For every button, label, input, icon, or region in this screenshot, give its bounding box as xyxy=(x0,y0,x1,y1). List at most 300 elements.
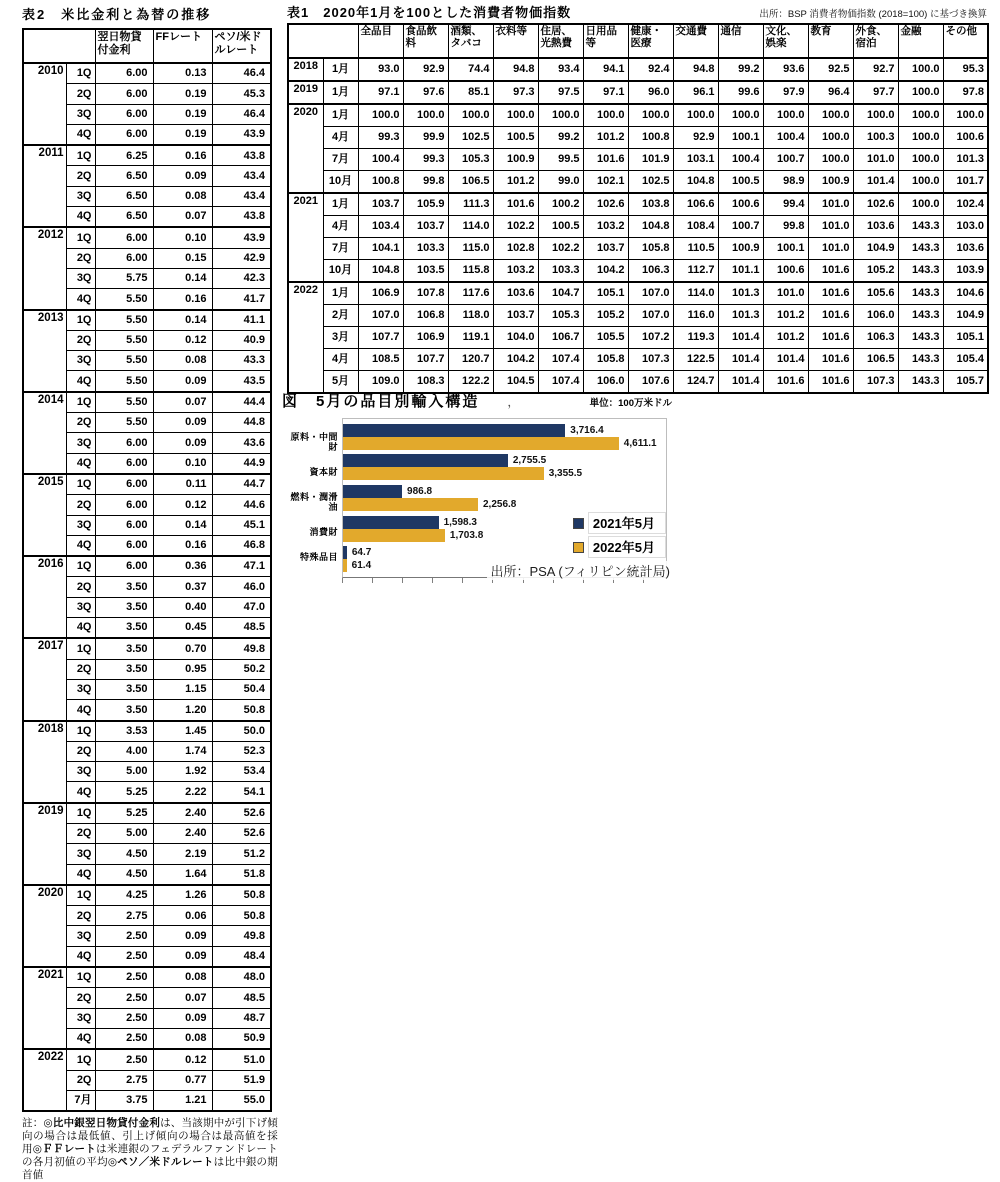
value-cell: 100.0 xyxy=(898,81,943,104)
note-segment: ペソ／米ドルレート xyxy=(117,1156,214,1169)
bar-2021 xyxy=(343,454,508,467)
period-cell: 1Q xyxy=(66,63,95,84)
note-segment: ＦＦレート xyxy=(42,1143,97,1156)
value-cell: 101.3 xyxy=(943,149,988,171)
bar-2021 xyxy=(343,546,347,559)
month-cell: 10月 xyxy=(323,171,358,194)
value-cell: 99.0 xyxy=(538,171,583,194)
value-cell: 6.00 xyxy=(95,433,153,453)
bar-2021 xyxy=(343,516,439,529)
table-row xyxy=(288,327,988,349)
period-cell: 2Q xyxy=(66,741,95,761)
value-label: 3,716.4 xyxy=(570,424,604,436)
month-cell: 7月 xyxy=(323,238,358,260)
value-cell: 101.0 xyxy=(808,216,853,238)
value-cell: 5.50 xyxy=(95,413,153,433)
value-cell: 100.0 xyxy=(898,171,943,194)
value-cell: 101.6 xyxy=(763,371,808,394)
value-cell: 0.19 xyxy=(153,84,212,104)
value-cell: 103.8 xyxy=(628,193,673,216)
value-cell: 42.9 xyxy=(212,248,271,268)
value-cell: 93.0 xyxy=(358,58,403,81)
value-cell: 40.9 xyxy=(212,330,271,350)
value-cell: 52.3 xyxy=(212,741,271,761)
period-cell: 1Q xyxy=(66,638,95,659)
value-cell: 101.3 xyxy=(718,282,763,305)
table2-corner-cell xyxy=(23,29,95,63)
value-cell: 103.7 xyxy=(358,193,403,216)
value-cell: 100.0 xyxy=(763,104,808,127)
value-cell: 0.16 xyxy=(153,145,212,166)
value-cell: 110.5 xyxy=(673,238,718,260)
table-row xyxy=(23,967,271,988)
value-cell: 50.8 xyxy=(212,885,271,906)
value-cell: 2.50 xyxy=(95,926,153,946)
value-cell: 99.2 xyxy=(538,127,583,149)
value-cell: 101.0 xyxy=(808,238,853,260)
period-cell: 4Q xyxy=(66,207,95,228)
value-cell: 46.4 xyxy=(212,63,271,84)
column-header: 通信 xyxy=(718,24,763,58)
value-cell: 97.3 xyxy=(493,81,538,104)
table-row xyxy=(23,885,271,906)
value-cell: 106.0 xyxy=(853,305,898,327)
period-cell: 4Q xyxy=(66,946,95,967)
value-cell: 101.4 xyxy=(853,171,898,194)
period-cell: 4Q xyxy=(66,618,95,639)
value-cell: 0.08 xyxy=(153,967,212,988)
period-cell: 1Q xyxy=(66,803,95,824)
month-cell: 1月 xyxy=(323,193,358,216)
value-cell: 101.4 xyxy=(718,349,763,371)
table1-corner-cell xyxy=(288,24,358,58)
value-cell: 100.0 xyxy=(448,104,493,127)
chart-legend xyxy=(573,512,666,558)
value-cell: 103.4 xyxy=(358,216,403,238)
value-cell: 103.2 xyxy=(583,216,628,238)
value-cell: 6.00 xyxy=(95,453,153,474)
month-cell: 5月 xyxy=(323,371,358,394)
table2-footnote xyxy=(22,1117,278,1182)
value-cell: 104.8 xyxy=(673,171,718,194)
value-label: 3,355.5 xyxy=(548,468,583,480)
value-cell: 102.4 xyxy=(943,193,988,216)
figure-title-row xyxy=(282,390,672,411)
period-cell: 3Q xyxy=(66,515,95,535)
value-cell: 44.6 xyxy=(212,495,271,515)
value-cell: 2.50 xyxy=(95,946,153,967)
value-cell: 100.4 xyxy=(358,149,403,171)
value-cell: 1.74 xyxy=(153,741,212,761)
value-cell: 0.09 xyxy=(153,946,212,967)
value-cell: 106.3 xyxy=(628,260,673,283)
period-cell: 2Q xyxy=(66,413,95,433)
value-cell: 102.1 xyxy=(583,171,628,194)
value-cell: 101.6 xyxy=(493,193,538,216)
table-row xyxy=(288,216,988,238)
value-cell: 0.12 xyxy=(153,1049,212,1070)
period-cell: 2Q xyxy=(66,823,95,843)
value-cell: 100.0 xyxy=(673,104,718,127)
value-cell: 107.0 xyxy=(358,305,403,327)
value-cell: 101.6 xyxy=(808,371,853,394)
value-cell: 101.4 xyxy=(718,371,763,394)
month-cell: 10月 xyxy=(323,260,358,283)
bar-2021 xyxy=(343,424,565,437)
period-cell: 4Q xyxy=(66,700,95,721)
period-cell: 3Q xyxy=(66,433,95,453)
value-cell: 6.50 xyxy=(95,166,153,186)
value-cell: 96.1 xyxy=(673,81,718,104)
value-cell: 2.22 xyxy=(153,782,212,803)
value-cell: 0.15 xyxy=(153,248,212,268)
period-cell: 3Q xyxy=(66,351,95,371)
value-cell: 100.4 xyxy=(718,149,763,171)
value-cell: 143.3 xyxy=(898,371,943,394)
value-cell: 108.4 xyxy=(673,216,718,238)
value-cell: 104.2 xyxy=(583,260,628,283)
table-row xyxy=(288,305,988,327)
value-cell: 98.9 xyxy=(763,171,808,194)
value-cell: 104.2 xyxy=(493,349,538,371)
value-cell: 101.9 xyxy=(628,149,673,171)
value-cell: 97.8 xyxy=(943,81,988,104)
value-cell: 0.09 xyxy=(153,1008,212,1028)
value-cell: 0.10 xyxy=(153,453,212,474)
period-cell: 3Q xyxy=(66,597,95,617)
value-cell: 45.1 xyxy=(212,515,271,535)
value-cell: 103.3 xyxy=(403,238,448,260)
value-cell: 115.0 xyxy=(448,238,493,260)
value-cell: 143.3 xyxy=(898,305,943,327)
value-cell: 97.1 xyxy=(358,81,403,104)
value-cell: 0.40 xyxy=(153,597,212,617)
column-header: その他 xyxy=(943,24,988,58)
value-cell: 3.50 xyxy=(95,618,153,639)
value-label: 61.4 xyxy=(351,560,372,572)
value-cell: 3.50 xyxy=(95,638,153,659)
table2-title: 表2 米比金利と為替の推移 xyxy=(22,7,212,22)
value-cell: 101.2 xyxy=(493,171,538,194)
value-cell: 0.08 xyxy=(153,351,212,371)
value-cell: 100.0 xyxy=(493,104,538,127)
period-cell: 2Q xyxy=(66,1070,95,1090)
table-row xyxy=(23,556,271,577)
value-cell: 99.8 xyxy=(403,171,448,194)
value-label: 2,256.8 xyxy=(482,498,517,510)
year-cell: 2022 xyxy=(288,282,323,393)
value-cell: 100.0 xyxy=(718,104,763,127)
value-cell: 92.5 xyxy=(808,58,853,81)
period-cell: 4Q xyxy=(66,453,95,474)
value-cell: 0.14 xyxy=(153,515,212,535)
value-cell: 0.09 xyxy=(153,413,212,433)
year-cell: 2013 xyxy=(23,310,66,392)
value-cell: 48.4 xyxy=(212,946,271,967)
period-cell: 4Q xyxy=(66,864,95,885)
value-cell: 4.50 xyxy=(95,864,153,885)
value-cell: 104.7 xyxy=(538,282,583,305)
value-cell: 6.00 xyxy=(95,535,153,556)
value-cell: 143.3 xyxy=(898,260,943,283)
value-cell: 120.7 xyxy=(448,349,493,371)
value-cell: 104.8 xyxy=(358,260,403,283)
value-cell: 99.3 xyxy=(403,149,448,171)
value-cell: 119.1 xyxy=(448,327,493,349)
value-label: 1,598.3 xyxy=(443,516,477,528)
value-cell: 0.09 xyxy=(153,926,212,946)
value-cell: 103.7 xyxy=(583,238,628,260)
column-header: 食品飲料 xyxy=(403,24,448,58)
value-cell: 5.50 xyxy=(95,392,153,413)
value-cell: 106.7 xyxy=(538,327,583,349)
bar-line xyxy=(343,454,666,467)
value-cell: 49.8 xyxy=(212,638,271,659)
value-cell: 124.7 xyxy=(673,371,718,394)
value-cell: 101.2 xyxy=(763,327,808,349)
axis-tick xyxy=(372,578,373,583)
column-header-ff-rate: FFレート xyxy=(153,29,212,63)
legend-swatch-2022-icon xyxy=(573,542,584,553)
value-cell: 108.3 xyxy=(403,371,448,394)
value-cell: 107.2 xyxy=(628,327,673,349)
value-cell: 101.6 xyxy=(808,260,853,283)
value-cell: 2.40 xyxy=(153,823,212,843)
value-cell: 101.2 xyxy=(583,127,628,149)
value-cell: 6.00 xyxy=(95,495,153,515)
value-cell: 44.8 xyxy=(212,413,271,433)
value-cell: 43.4 xyxy=(212,166,271,186)
period-cell: 4Q xyxy=(66,782,95,803)
period-cell: 3Q xyxy=(66,268,95,288)
value-cell: 41.7 xyxy=(212,289,271,310)
table-row xyxy=(288,58,988,81)
value-cell: 103.6 xyxy=(493,282,538,305)
value-cell: 100.2 xyxy=(538,193,583,216)
table-row xyxy=(23,63,271,84)
period-cell: 4Q xyxy=(66,124,95,145)
year-cell: 2021 xyxy=(23,967,66,1049)
value-label: 1,703.8 xyxy=(449,529,484,541)
value-cell: 5.50 xyxy=(95,351,153,371)
value-cell: 1.92 xyxy=(153,762,212,782)
legend-item-2022 xyxy=(573,536,666,558)
period-cell: 4Q xyxy=(66,371,95,392)
value-cell: 106.5 xyxy=(853,349,898,371)
value-cell: 0.12 xyxy=(153,330,212,350)
value-cell: 100.8 xyxy=(628,127,673,149)
value-cell: 0.45 xyxy=(153,618,212,639)
period-cell: 2Q xyxy=(66,495,95,515)
value-cell: 1.15 xyxy=(153,679,212,699)
value-cell: 105.3 xyxy=(538,305,583,327)
axis-tick xyxy=(342,578,343,583)
value-cell: 107.6 xyxy=(628,371,673,394)
value-cell: 50.8 xyxy=(212,700,271,721)
table2-header-row xyxy=(23,29,271,63)
value-cell: 101.3 xyxy=(718,305,763,327)
value-cell: 105.1 xyxy=(943,327,988,349)
category-label: 消費財 xyxy=(309,526,338,537)
column-header: 交通費 xyxy=(673,24,718,58)
month-cell: 1月 xyxy=(323,81,358,104)
value-cell: 43.9 xyxy=(212,227,271,248)
value-cell: 100.0 xyxy=(943,104,988,127)
value-cell: 99.2 xyxy=(718,58,763,81)
table-row xyxy=(288,193,988,216)
value-cell: 51.8 xyxy=(212,864,271,885)
value-cell: 103.7 xyxy=(493,305,538,327)
value-cell: 44.9 xyxy=(212,453,271,474)
value-cell: 105.2 xyxy=(583,305,628,327)
bar-2022 xyxy=(343,437,619,450)
period-cell: 2Q xyxy=(66,577,95,597)
value-cell: 100.9 xyxy=(718,238,763,260)
value-cell: 100.0 xyxy=(808,127,853,149)
value-cell: 5.00 xyxy=(95,762,153,782)
value-cell: 103.6 xyxy=(943,238,988,260)
month-cell: 7月 xyxy=(323,149,358,171)
value-cell: 100.0 xyxy=(583,104,628,127)
value-cell: 102.2 xyxy=(538,238,583,260)
value-cell: 102.6 xyxy=(853,193,898,216)
value-cell: 100.7 xyxy=(763,149,808,171)
value-cell: 112.7 xyxy=(673,260,718,283)
value-cell: 44.7 xyxy=(212,474,271,495)
value-cell: 94.8 xyxy=(673,58,718,81)
value-cell: 1.64 xyxy=(153,864,212,885)
value-cell: 97.5 xyxy=(538,81,583,104)
category-label: 特殊品目 xyxy=(299,551,338,562)
value-label: 4,611.1 xyxy=(623,437,657,449)
value-cell: 3.50 xyxy=(95,700,153,721)
value-cell: 100.6 xyxy=(718,193,763,216)
value-cell: 105.3 xyxy=(448,149,493,171)
value-cell: 105.8 xyxy=(583,349,628,371)
table1-title: 表1 2020年1月を100とした消費者物価指数 xyxy=(287,5,572,20)
value-cell: 107.0 xyxy=(628,282,673,305)
table-row xyxy=(23,392,271,413)
value-cell: 100.4 xyxy=(763,127,808,149)
value-cell: 101.4 xyxy=(718,327,763,349)
bar-2022 xyxy=(343,498,478,511)
value-cell: 2.40 xyxy=(153,803,212,824)
value-cell: 5.50 xyxy=(95,289,153,310)
month-cell: 1月 xyxy=(323,58,358,81)
value-cell: 99.3 xyxy=(358,127,403,149)
bar-group xyxy=(343,454,666,480)
value-cell: 101.2 xyxy=(763,305,808,327)
value-cell: 42.3 xyxy=(212,268,271,288)
value-cell: 6.00 xyxy=(95,474,153,495)
value-cell: 99.9 xyxy=(403,127,448,149)
value-cell: 50.4 xyxy=(212,679,271,699)
period-cell: 3Q xyxy=(66,679,95,699)
bar-group xyxy=(343,485,666,511)
value-cell: 104.6 xyxy=(943,282,988,305)
value-cell: 100.1 xyxy=(718,127,763,149)
note-segment: は比中銀の期首値 xyxy=(22,1156,278,1182)
value-cell: 100.0 xyxy=(898,149,943,171)
value-cell: 0.10 xyxy=(153,227,212,248)
value-cell: 54.1 xyxy=(212,782,271,803)
value-cell: 0.37 xyxy=(153,577,212,597)
value-cell: 103.5 xyxy=(403,260,448,283)
value-cell: 109.0 xyxy=(358,371,403,394)
note-segment: は米連銀のフェデラルファンドレートの各月初値の平均◎ xyxy=(22,1143,278,1169)
period-cell: 3Q xyxy=(66,1008,95,1028)
month-cell: 4月 xyxy=(323,127,358,149)
year-cell: 2016 xyxy=(23,556,66,638)
value-cell: 93.4 xyxy=(538,58,583,81)
value-cell: 100.0 xyxy=(808,104,853,127)
value-cell: 101.6 xyxy=(808,282,853,305)
value-cell: 143.3 xyxy=(898,327,943,349)
value-cell: 118.0 xyxy=(448,305,493,327)
year-cell: 2014 xyxy=(23,392,66,474)
period-cell: 1Q xyxy=(66,392,95,413)
value-cell: 43.3 xyxy=(212,351,271,371)
value-cell: 143.3 xyxy=(898,216,943,238)
bar-line xyxy=(343,467,666,480)
value-cell: 6.25 xyxy=(95,145,153,166)
value-cell: 100.0 xyxy=(358,104,403,127)
value-cell: 47.1 xyxy=(212,556,271,577)
value-cell: 103.2 xyxy=(493,260,538,283)
bar-2022 xyxy=(343,559,347,572)
table-row xyxy=(288,149,988,171)
value-cell: 0.19 xyxy=(153,104,212,124)
value-cell: 49.8 xyxy=(212,926,271,946)
value-cell: 85.1 xyxy=(448,81,493,104)
legend-label-2022: 2022年5月 xyxy=(588,536,666,558)
value-cell: 5.25 xyxy=(95,803,153,824)
year-cell: 2015 xyxy=(23,474,66,556)
value-cell: 46.4 xyxy=(212,104,271,124)
table-row xyxy=(23,310,271,331)
note-segment: 比中銀翌日物貸付金利 xyxy=(52,1117,161,1130)
axis-tick xyxy=(432,578,433,583)
column-header: 全品目 xyxy=(358,24,403,58)
value-cell: 0.77 xyxy=(153,1070,212,1090)
value-cell: 0.70 xyxy=(153,638,212,659)
value-cell: 2.19 xyxy=(153,844,212,864)
value-cell: 6.00 xyxy=(95,124,153,145)
value-cell: 117.6 xyxy=(448,282,493,305)
column-header: 健康・医療 xyxy=(628,24,673,58)
figure-source: 出所：PSA (フィリピン統計局) xyxy=(487,561,670,580)
month-cell: 1月 xyxy=(323,104,358,127)
value-cell: 107.4 xyxy=(538,349,583,371)
table1-header-row xyxy=(288,24,988,58)
value-cell: 50.2 xyxy=(212,659,271,679)
period-cell: 3Q xyxy=(66,186,95,206)
table-row xyxy=(23,803,271,824)
column-header: 衣料等 xyxy=(493,24,538,58)
value-cell: 106.8 xyxy=(403,305,448,327)
value-cell: 105.4 xyxy=(943,349,988,371)
value-cell: 99.8 xyxy=(763,216,808,238)
value-cell: 107.3 xyxy=(628,349,673,371)
value-cell: 96.0 xyxy=(628,81,673,104)
cpi-table xyxy=(287,23,989,394)
value-cell: 43.6 xyxy=(212,433,271,453)
value-cell: 101.6 xyxy=(808,349,853,371)
table-row xyxy=(23,721,271,742)
value-cell: 102.5 xyxy=(628,171,673,194)
value-cell: 100.5 xyxy=(538,216,583,238)
column-header: 外食、宿泊 xyxy=(853,24,898,58)
